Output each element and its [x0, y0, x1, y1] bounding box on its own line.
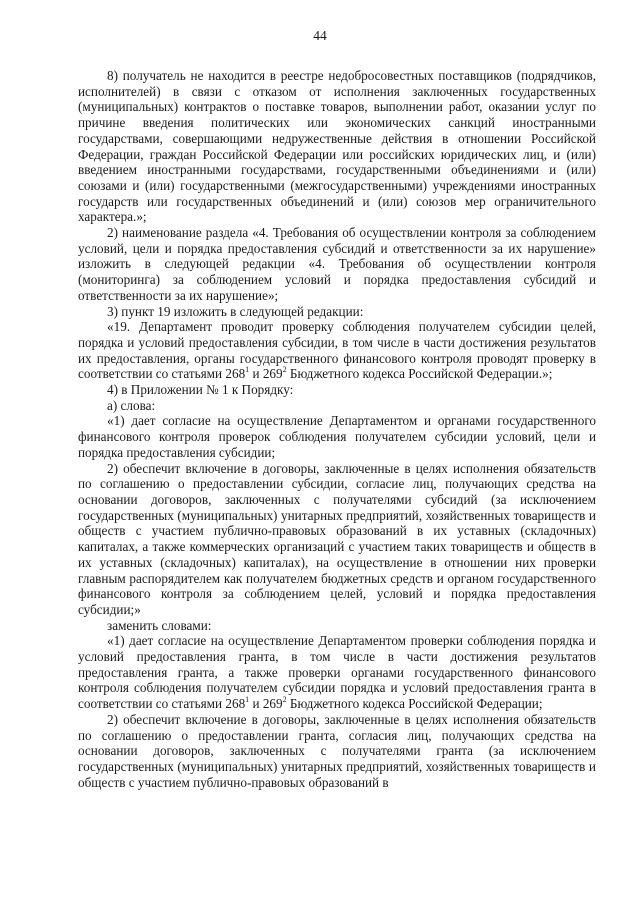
new-1-text-b: и 269	[249, 696, 283, 712]
paragraph-old-2: 2) обеспечит включение в договоры, заключенные в целях исполнения обязательств по соглашению о предоставлении субсидии, согласие лиц, получающих средства на основании договоров, заключенных с получателями субсидий (за исключением государственных (муниципальных) унитарных предприятий, хозяйственных товариществ и обществ с участием публично-правовых образований в их уставных (складочных) капиталах, а также коммерческих организаций с участием таких товариществ и обществ в их уставных (складочных) капиталах), на осуществление в отношении них проверки главным распорядителем как получателем бюджетных средств и органом государственного финансового контроля за соблюдением целей, условий и порядка предоставления субсидии;»	[78, 460, 596, 617]
footnote-superscript: 1	[245, 364, 250, 374]
paragraph-new-2: 2) обеспечит включение в договоры, заключенные в целях исполнения обязательств по соглашению о предоставлении гранта, согласия лиц, получающих средства на основании договоров, заключенных с получателями гранта (за исключением государственных (муниципальных) унитарных предприятий, хозяйственных товариществ и обществ с участием публично-правовых образований в	[78, 711, 596, 790]
new-1-text-a: «1) дает согласие на осуществление Департаментом проверки соблюдения порядка и условий предоставления гранта, в том числе в части достижения результатов предоставления гранта, а также проверки органами государственного финансового контроля соблюдения получателем субсидии порядка и условий предоставления гранта в соответствии со статьями 268	[78, 633, 596, 712]
footnote-superscript: 2	[282, 694, 287, 704]
footnote-superscript: 2	[282, 364, 287, 374]
paragraph-old-1: «1) дает согласие на осуществление Департаментом и органами государственного финансового контроля проверок соблюдения получателем субсидии условий, цели и порядка предоставления субсидии;	[78, 413, 596, 460]
clause-19-text-a: «19. Департамент проводит проверку соблюдения получателем субсидии целей, порядка и условий предоставления субсидии, в том числе в части достижения результатов их предоставления, органы государственного финансового контроля проводят проверку в соответствии со статьями 268	[78, 319, 596, 382]
paragraph-replace-with: заменить словами:	[107, 617, 212, 633]
new-1-text-c: Бюджетного кодекса Российской Федерации;	[286, 696, 543, 712]
footnote-superscript: 1	[245, 694, 250, 704]
paragraph-item-4: 4) в Приложении № 1 к Порядку:	[107, 382, 294, 398]
document-body	[78, 68, 596, 790]
paragraph-item-3: 3) пункт 19 изложить в следующей редакции:	[107, 303, 364, 319]
paragraph-item-2-section-name: 2) наименование раздела «4. Требования об осуществлении контроля за соблюдением условий, цели и порядка предоставления субсидий и ответственности за их нарушение» изложить в следующей редакции «4. Требования об осуществлении контроля (мониторинга) за соблюдением условий и порядка предоставления субсидий и ответственности за их нарушение»;	[78, 225, 596, 303]
paragraph-new-1	[78, 633, 596, 712]
clause-19-text-c: Бюджетного кодекса Российской Федерации.»;	[286, 366, 553, 382]
paragraph-clause-19	[78, 319, 596, 382]
paragraph-item-8: 8) получатель не находится в реестре недобросовестных поставщиков (подрядчиков, исполнителей) в связи с отказом от исполнения заключенных государственных (муниципальных) контрактов о поставке товаров, выполнении работ, оказании услуг по причине введения политических или экономических санкций иностранными государствами, совершающими недружественные действия в отношении Российской Федерации, граждан Российской Федерации или российских юридических лиц, и (или) введением иностранными государствами, государственными объединениями и (или) союзами и (или) государственными (межгосударственными) учреждениями иностранных государств или государственных объединений и (или) союзов мер ограничительного характера.»;	[78, 68, 596, 225]
page-number: 44	[313, 28, 327, 43]
clause-19-text-b: и 269	[249, 366, 283, 382]
paragraph-item-a: а) слова:	[107, 397, 156, 413]
